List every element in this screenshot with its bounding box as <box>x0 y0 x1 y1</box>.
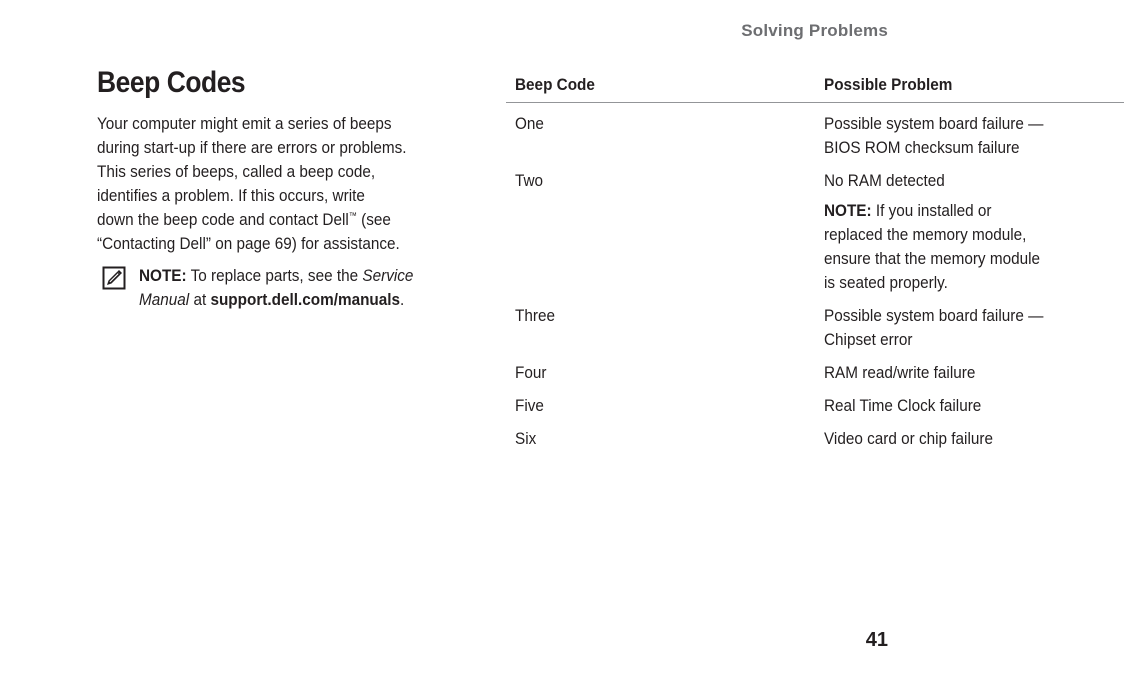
memory-note <box>824 199 1094 295</box>
problem-line: Chipset error <box>824 330 913 349</box>
note-label: NOTE: <box>824 201 872 220</box>
problem-line: No RAM detected <box>824 171 945 190</box>
beep-code-value: Three <box>515 306 555 325</box>
pencil-note-icon <box>102 266 126 290</box>
note-body: . <box>400 290 405 309</box>
intro-line: during start-up if there are errors or problems. <box>97 138 407 157</box>
note-text <box>139 264 436 312</box>
problem-cell <box>815 103 1124 161</box>
header-label: Beep Code <box>515 75 595 94</box>
problem-cell <box>815 295 1124 352</box>
intro-line: This series of beeps, called a beep code, <box>97 162 376 181</box>
beep-code-value: Five <box>515 396 544 415</box>
table-row <box>506 352 1124 385</box>
note-line: is seated properly. <box>824 273 948 292</box>
service-manual-title: Manual <box>139 290 190 309</box>
column-header-beep-code <box>506 73 815 103</box>
page-title: Beep Codes <box>97 66 246 99</box>
problem-line: Possible system board failure — <box>824 114 1044 133</box>
table-row <box>506 295 1124 352</box>
table-header-row <box>506 73 1124 103</box>
table-row <box>506 385 1124 418</box>
beep-code-value: One <box>515 114 544 133</box>
table-row <box>506 418 1124 451</box>
problem-text <box>824 169 1094 295</box>
note-label: NOTE: <box>139 266 187 285</box>
note-body: at <box>189 290 211 309</box>
left-column <box>97 64 469 312</box>
intro-line: “Contacting Dell” on page 69) for assistance. <box>97 234 400 253</box>
problem-line: BIOS ROM checksum failure <box>824 138 1020 157</box>
problem-cell <box>815 418 1124 451</box>
table-row <box>506 160 1124 295</box>
intro-line: identifies a problem. If this occurs, write <box>97 186 365 205</box>
beep-code-cell <box>506 385 815 418</box>
note-line: ensure that the memory module <box>824 249 1041 268</box>
beep-code-cell <box>506 103 815 161</box>
intro-line: down the beep code and contact Dell <box>97 210 349 229</box>
section-header: Solving Problems <box>741 21 888 40</box>
beep-code-table <box>506 73 1124 451</box>
intro-line: Your computer might emit a series of beeps <box>97 114 392 133</box>
beep-code-cell <box>506 295 815 352</box>
problem-line: Possible system board failure — <box>824 306 1044 325</box>
support-url: support.dell.com/manuals <box>210 290 401 309</box>
note-line: replaced the memory module, <box>824 225 1027 244</box>
problem-text <box>824 112 1094 160</box>
beep-code-value: Four <box>515 363 547 382</box>
beep-code-table-container <box>506 73 1044 451</box>
trademark-symbol: ™ <box>348 210 357 221</box>
beep-code-value: Six <box>515 429 537 448</box>
column-header-possible-problem <box>815 73 1124 103</box>
note-body: To replace parts, see the <box>186 266 363 285</box>
beep-code-cell <box>506 418 815 451</box>
problem-cell <box>815 160 1124 295</box>
intro-paragraph <box>97 112 468 256</box>
service-manual-title: Service <box>362 266 414 285</box>
problem-text <box>824 304 1094 352</box>
header-label: Possible Problem <box>824 75 953 94</box>
note-block <box>97 264 469 312</box>
table-row <box>506 103 1124 161</box>
beep-code-value: Two <box>515 171 544 190</box>
problem-cell <box>815 352 1124 385</box>
problem-text: Video card or chip failure <box>824 429 993 448</box>
beep-code-cell <box>506 352 815 385</box>
note-line: If you installed or <box>871 201 992 220</box>
problem-text: RAM read/write failure <box>824 363 976 382</box>
intro-line: (see <box>356 210 391 229</box>
problem-cell <box>815 385 1124 418</box>
problem-text: Real Time Clock failure <box>824 396 982 415</box>
beep-code-cell <box>506 160 815 295</box>
page-number: 41 <box>865 629 888 651</box>
